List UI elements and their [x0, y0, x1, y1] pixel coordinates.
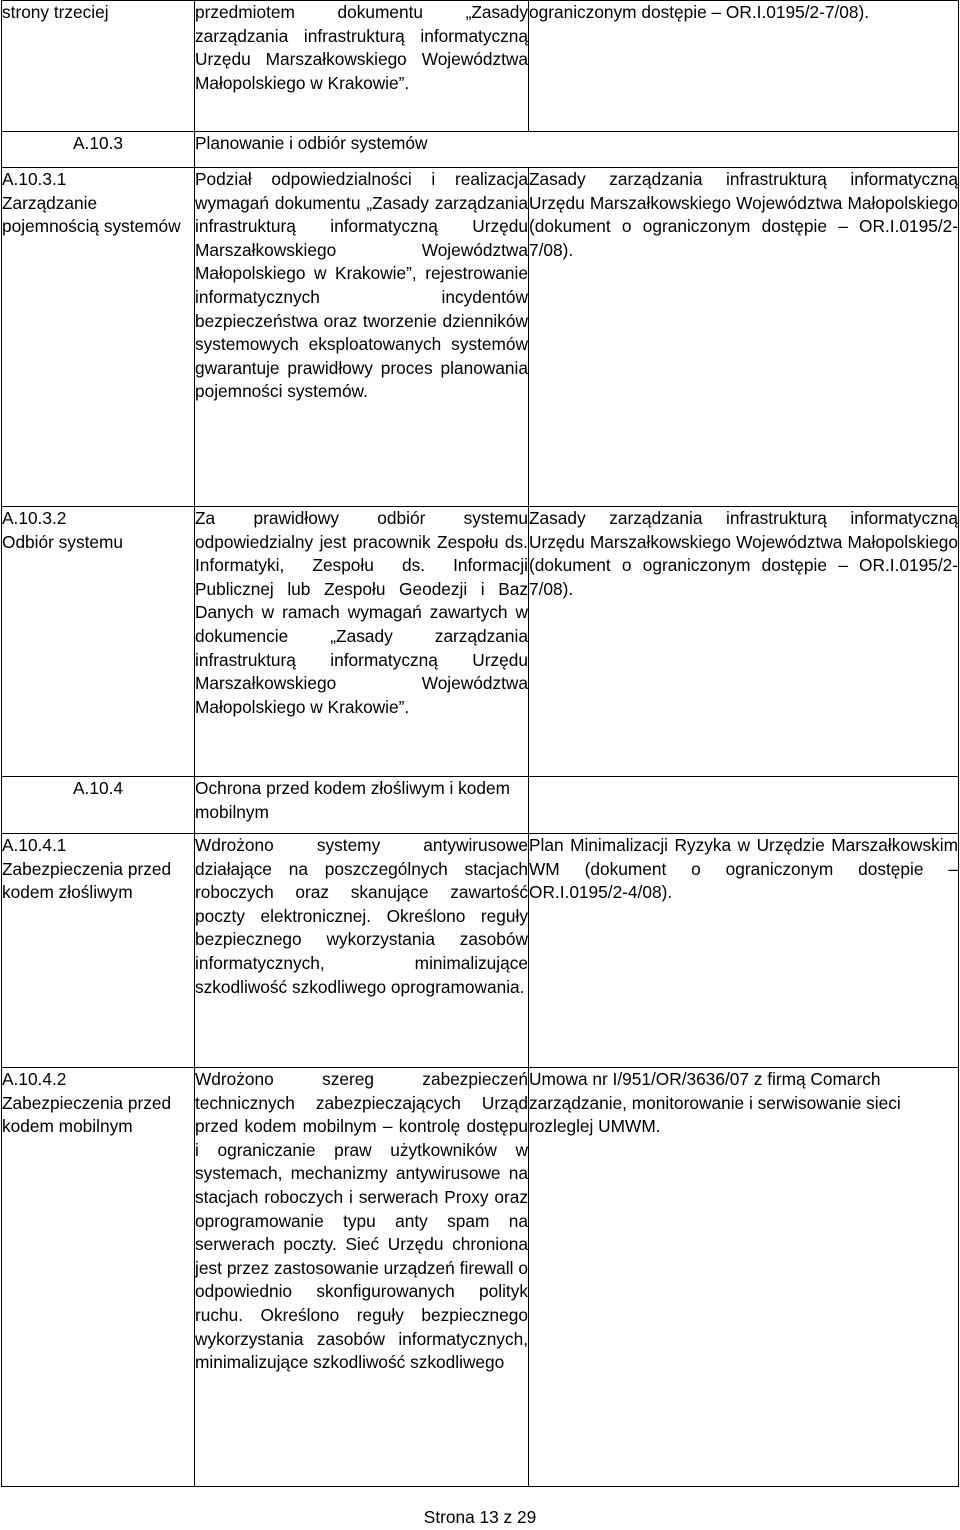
control-name: Odbiór systemu: [2, 531, 124, 552]
empty-cell: [529, 777, 959, 834]
section-title: Planowanie i odbiór systemów: [195, 133, 428, 153]
table-row: [2, 507, 959, 777]
section-number-cell: [2, 132, 195, 168]
control-name: Zabezpieczenia przed kodem mobilnym: [2, 1092, 172, 1137]
reference-cell: [529, 507, 959, 777]
description-cell: [195, 168, 529, 507]
reference-document: ograniczonym dostępie – OR.I.0195/2-7/08).: [529, 2, 870, 22]
control-number: A.10.3.2: [2, 508, 67, 528]
reference-cell: [529, 1068, 959, 1487]
section-title: Ochrona przed kodem złośliwym i kodem mobilnym: [195, 778, 511, 822]
control-description: Wdrożono szereg zabezpieczeń technicznych zabezpieczających Urząd przed kodem mobilnym – kontrolę dostępu i ograniczanie praw użytkowników w systemach, mechanizmy antywirusowe na stacjach roboczych i serwerach Proxy oraz oprogramowanie typu anty spam na serwerach poczty. Sieć Urzędu chroniona jest przez zastosowanie urządzeń firewall o odpowiednio skonfigurowanych polityk ruchu. Określono reguły bezpiecznego wykorzystania zasobów informatycznych, minimalizujące szkodliwość szkodliwego: [195, 1069, 528, 1373]
description-cell: [195, 834, 529, 1068]
section-number: A.10.3: [73, 133, 123, 153]
reference-cell: [529, 1, 959, 132]
section-title-cell: [195, 132, 959, 168]
control-description: Wdrożono systemy antywirusowe działające na poszczególnych stacjach roboczych oraz skanujące zawartość poczty elektronicznej. Określono reguły bezpiecznego wykorzystania zasobów informatycznych, minimalizujące szkodliwość szkodliwego oprogramowania.: [195, 835, 528, 997]
control-cell: [2, 1068, 195, 1487]
control-number: A.10.3.1: [2, 169, 67, 189]
table-row: [2, 1, 959, 132]
control-cell: [2, 834, 195, 1068]
control-name: Zarządzanie pojemnością systemów: [2, 192, 181, 237]
control-cell: [2, 168, 195, 507]
table-row: [2, 168, 959, 507]
section-number: A.10.4: [73, 778, 123, 798]
control-name-cell: [2, 1, 195, 132]
page-number: Strona 13 z 29: [423, 1507, 537, 1527]
control-name: strony trzeciej: [2, 2, 109, 22]
control-name: Zabezpieczenia przed kodem złośliwym: [2, 858, 172, 903]
reference-document: Umowa nr I/951/OR/3636/07 z firmą Comarch zarządzanie, monitorowanie i serwisowanie sieci rozleglej UMWM.: [529, 1069, 901, 1137]
section-title-cell: [195, 777, 529, 834]
control-description: Za prawidłowy odbiór systemu odpowiedzialny jest pracownik Zespołu ds. Informatyki, Zespołu ds. Informacji Publicznej lub Zespołu Geodezji i Baz Danych w ramach wymagań zawartych w dokumencie „Zasady zarządzania infrastrukturą informatyczną Urzędu Marszałkowskiego Województwa Małopolskiego w Krakowie”.: [195, 508, 528, 717]
description-cell: [195, 507, 529, 777]
reference-cell: [529, 168, 959, 507]
description-cell: [195, 1, 529, 132]
description-cell: [195, 1068, 529, 1487]
control-number: A.10.4.2: [2, 1069, 67, 1089]
section-row: [2, 777, 959, 834]
table-row: [2, 834, 959, 1068]
reference-document: Plan Minimalizacji Ryzyka w Urzędzie Marszałkowskim WM (dokument o ograniczonym dostępie – OR.I.0195/2-4/08).: [529, 835, 958, 903]
section-row: [2, 132, 959, 168]
control-description: przedmiotem dokumentu „Zasady zarządzania infrastrukturą informatyczną Urzędu Marszałkowskiego Województwa Małopolskiego w Krakowie”.: [195, 2, 528, 93]
control-cell: [2, 507, 195, 777]
controls-table: [1, 0, 959, 1487]
control-number: A.10.4.1: [2, 835, 67, 855]
section-number-cell: [2, 777, 195, 834]
reference-document: Zasady zarządzania infrastrukturą informatyczną Urzędu Marszałkowskiego Województwa Małopolskiego (dokument o ograniczonym dostępie – OR.I.0195/2-7/08).: [529, 169, 958, 260]
reference-document: Zasady zarządzania infrastrukturą informatyczną Urzędu Marszałkowskiego Województwa Małopolskiego (dokument o ograniczonym dostępie – OR.I.0195/2-7/08).: [529, 508, 958, 599]
reference-cell: [529, 834, 959, 1068]
control-description: Podział odpowiedzialności i realizacja wymagań dokumentu „Zasady zarządzania infrastrukturą informatyczną Urzędu Marszałkowskiego Województwa Małopolskiego w Krakowie”, rejestrowanie informatycznych incydentów bezpieczeństwa oraz tworzenie dzienników systemowych eksploatowanych systemów gwarantuje prawidłowy proces planowania pojemności systemów.: [195, 169, 528, 402]
table-row: [2, 1068, 959, 1487]
